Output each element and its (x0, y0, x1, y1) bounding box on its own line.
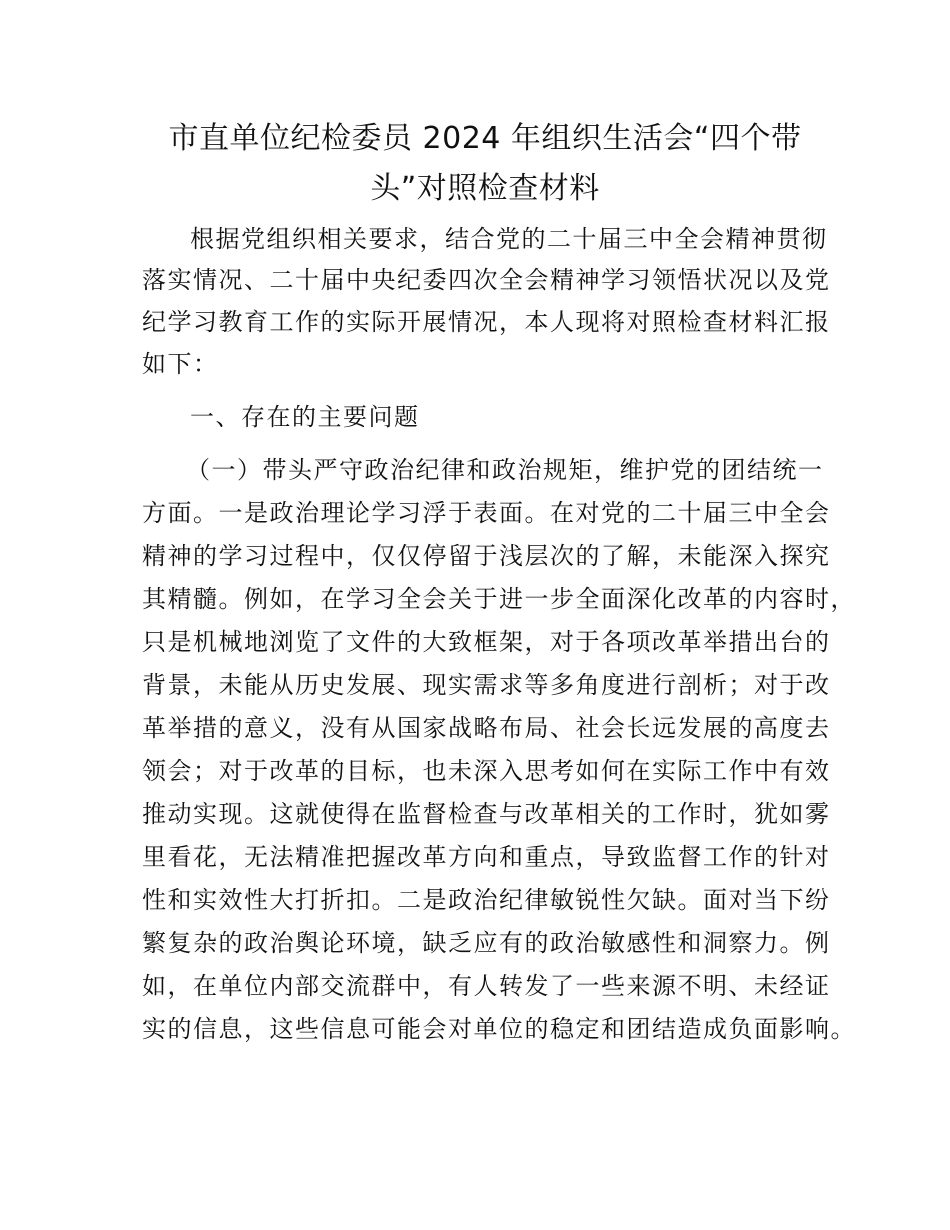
title-line-2: 头”对照检查材料 (370, 171, 600, 206)
intro-line-2: 落实情况、二十届中央纪委四次全会精神学习领悟状况以及党 (142, 266, 831, 294)
body-line-7: 革举措的意义，没有从国家战略布局、社会长远发展的高度去 (142, 714, 831, 742)
body-line-1: （一）带头严守政治纪律和政治规矩，维护党的团结统一 (186, 456, 824, 484)
intro-line-3: 纪学习教育工作的实际开展情况，本人现将对照检查材料汇报 (142, 308, 831, 336)
body-line-12: 繁复杂的政治舆论环境，缺乏应有的政治敏感性和洞察力。例 (142, 929, 831, 957)
body-line-2: 方面。一是政治理论学习浮于表面。在对党的二十届三中全会 (142, 499, 831, 527)
intro-line-4: 如下： (142, 350, 219, 378)
body-line-13: 如，在单位内部交流群中，有人转发了一些来源不明、未经证 (142, 972, 831, 1000)
body-line-9: 推动实现。这就使得在监督检查与改革相关的工作时，犹如雾 (142, 800, 831, 828)
body-line-11: 性和实效性大打折扣。二是政治纪律敏锐性欠缺。面对当下纷 (142, 886, 831, 914)
section-heading: 一、存在的主要问题 (190, 403, 420, 431)
body-line-10: 里看花，无法精准把握改革方向和重点，导致监督工作的针对 (142, 843, 831, 871)
document-title (140, 114, 830, 214)
title-line-1: 市直单位纪检委员 2024 年组织生活会“四个带 (168, 121, 802, 156)
body-line-14: 实的信息，这些信息可能会对单位的稳定和团结造成负面影响。 (142, 1015, 856, 1043)
body-line-4: 其精髓。例如，在学习全会关于进一步全面深化改革的内容时， (142, 585, 856, 613)
body-line-5: 只是机械地浏览了文件的大致框架，对于各项改革举措出台的 (142, 628, 831, 656)
body-line-6: 背景，未能从历史发展、现实需求等多角度进行剖析；对于改 (142, 671, 831, 699)
body-line-8: 领会；对于改革的目标，也未深入思考如何在实际工作中有效 (142, 757, 831, 785)
intro-line-1: 根据党组织相关要求，结合党的二十届三中全会精神贯彻 (190, 225, 828, 253)
body-line-3: 精神的学习过程中，仅仅停留于浅层次的了解，未能深入探究 (142, 542, 831, 570)
